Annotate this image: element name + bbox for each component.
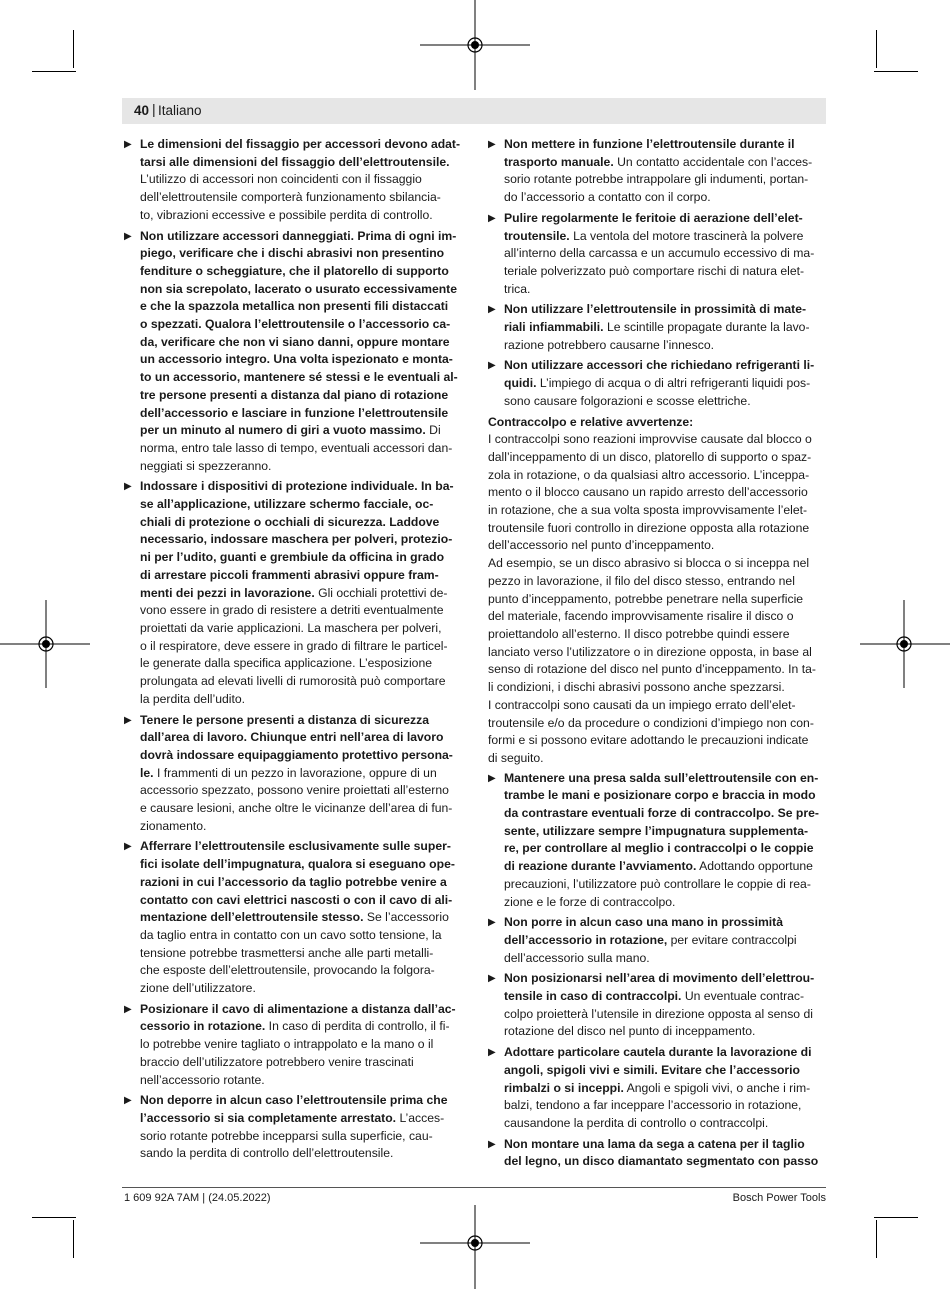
- bullet-arrow-icon: ▶: [488, 304, 496, 316]
- text-line: [140, 838, 460, 856]
- bold-text: trasporto manuale.: [504, 154, 614, 169]
- bold-text: angoli, spigoli vivi e simili. Evitare che l’accessorio: [504, 1062, 801, 1077]
- right-column-warnings: [488, 136, 826, 411]
- body-text: Adottando opportune: [696, 859, 813, 874]
- body-text: Angoli e spigoli vivi, o anche i rim-: [623, 1080, 811, 1095]
- text-line: [504, 950, 826, 968]
- text-line: li condizioni, i dischi abrasivi possono anche spezzarsi.: [488, 680, 785, 695]
- text-line: [504, 189, 826, 207]
- text-line: [504, 1080, 826, 1098]
- text-line: [140, 892, 460, 910]
- body-text: le generate dalla specifica applicazione. L’esposizione: [140, 656, 433, 671]
- bold-text: Tenere le persone presenti a distanza di sicurezza: [140, 712, 429, 727]
- text-line: [504, 805, 826, 823]
- text-line: [140, 496, 460, 514]
- body-text: L’acces-: [396, 1110, 445, 1125]
- text-line: [504, 228, 826, 246]
- text-line: [140, 440, 460, 458]
- bold-text: trambe le mani e posizionare corpo e braccia in modo: [504, 788, 816, 803]
- text-line: [140, 1001, 460, 1019]
- text-line: [140, 316, 460, 334]
- text-line: [504, 210, 826, 228]
- text-line: [140, 765, 460, 783]
- text-line: [140, 747, 460, 765]
- text-line: [504, 876, 826, 894]
- text-line: [504, 1023, 826, 1041]
- text-line: [140, 655, 460, 673]
- body-text: sorio rotante potrebbe intrappolare gli indumenti, portan-: [504, 172, 809, 187]
- left-column: [124, 136, 460, 1166]
- right-column: [488, 136, 826, 1174]
- body-text: sando la perdita di controllo dell’elettroutensile.: [140, 1146, 394, 1161]
- paragraph: [488, 697, 826, 768]
- bullet-arrow-icon: ▶: [488, 1138, 496, 1150]
- bold-text: per un minuto al numero di giri a vuoto massimo.: [140, 423, 426, 438]
- text-line: [140, 245, 460, 263]
- text-line: dall’inceppamento di un disco, platorello di supporto o spaz-: [488, 449, 812, 464]
- text-line: [504, 357, 826, 375]
- body-text: causandone la perdita di controllo o contraccolpi.: [504, 1115, 769, 1130]
- text-line: [140, 458, 460, 476]
- text-line: [504, 894, 826, 912]
- bold-text: riali infiammabili.: [504, 320, 604, 335]
- body-text: da taglio entra in contatto con un cavo sotto tensione, la: [140, 927, 442, 942]
- text-line: [140, 422, 460, 440]
- bold-text: le.: [140, 765, 154, 780]
- text-line: [140, 1054, 460, 1072]
- text-line: dell’accessorio nel punto d’inceppamento.: [488, 538, 715, 553]
- text-line: [504, 1153, 826, 1171]
- body-text: I frammenti di un pezzo in lavorazione, oppure di un: [153, 765, 437, 780]
- warning-item: [124, 136, 460, 225]
- bold-text: razioni in cui l’accessorio da taglio potrebbe venire a: [140, 874, 447, 889]
- text-line: [140, 228, 460, 246]
- body-text: colpo proietterà l’utensile in direzione opposta al senso di: [504, 1006, 813, 1021]
- bold-text: non sia screpolato, lacerato o usurato eccessivamente: [140, 281, 457, 296]
- body-text: lo potrebbe venire tagliato o intrappolato e la mano o il: [140, 1037, 434, 1052]
- body-text: Di: [425, 423, 441, 438]
- text-line: [140, 620, 460, 638]
- body-text: sono causare folgorazioni e scosse elettriche.: [504, 393, 751, 408]
- bold-text: Non posizionarsi nell’area di movimento dell’elettrou-: [504, 971, 815, 986]
- crop-mark: [876, 30, 877, 68]
- text-line: [140, 207, 460, 225]
- text-line: [504, 263, 826, 281]
- bold-text: ni per l’udito, guanti e grembiule da officina in grado: [140, 550, 445, 565]
- bold-text: necessario, indossare maschera per polveri, protezio-: [140, 532, 453, 547]
- bold-text: Non utilizzare accessori che richiedano refrigeranti li-: [504, 358, 815, 373]
- text-line: [140, 1018, 460, 1036]
- bullet-arrow-icon: ▶: [488, 1047, 496, 1059]
- body-text: o il respiratore, deve essere in grado di filtrare le particel-: [140, 638, 448, 653]
- body-text: La ventola del motore trascinerà la polvere: [569, 228, 804, 243]
- bold-text: Non mettere in funzione l’elettroutensile durante il: [504, 137, 795, 151]
- bullet-arrow-icon: ▶: [124, 139, 132, 150]
- bold-text: re, per controllare al meglio i contraccolpi o le coppie: [504, 841, 814, 856]
- body-text: all’interno della carcassa e un accumulo eccessivo di ma-: [504, 246, 815, 261]
- text-line: [140, 874, 460, 892]
- bold-text: Afferrare l’elettroutensile esclusivamente sulle super-: [140, 839, 451, 854]
- bold-text: Non porre in alcun caso una mano in prossimità: [504, 915, 784, 930]
- body-text: razione potrebbero causarne l’innesco.: [504, 337, 715, 352]
- text-line: I contraccolpi sono causati da un impiego errato dell’elet-: [488, 697, 796, 712]
- body-text: L’impiego di acqua o di altri refrigeranti liquidi pos-: [536, 376, 811, 391]
- bold-text: Indossare i dispositivi di protezione individuale. In ba-: [140, 479, 454, 494]
- bold-text: da, verificare che non vi siano danni, oppure montare: [140, 334, 450, 349]
- bold-text: menti dei pezzi in lavorazione.: [140, 585, 315, 600]
- text-line: [504, 393, 826, 411]
- body-text: la perdita dell’udito.: [140, 691, 246, 706]
- text-line: [140, 298, 460, 316]
- body-text: Un contatto accidentale con l’acces-: [613, 154, 813, 169]
- text-line: [140, 585, 460, 603]
- body-text: e causare lesioni, anche oltre le vicinanze dell’area di fun-: [140, 801, 453, 816]
- bullet-arrow-icon: ▶: [488, 917, 496, 929]
- bold-text: piego, verificare che i dischi abrasivi non presentino: [140, 246, 445, 261]
- text-line: [140, 782, 460, 800]
- text-line: [140, 909, 460, 927]
- warning-item: [488, 301, 826, 354]
- kickback-heading: Contraccolpo e relative avvertenze:: [488, 414, 694, 429]
- bold-text: quidi.: [504, 376, 537, 391]
- crop-mark: [876, 1220, 877, 1258]
- text-line: [504, 136, 826, 154]
- text-line: [140, 263, 460, 281]
- footer-rule: [122, 1187, 826, 1188]
- text-line: [504, 970, 826, 988]
- crop-mark: [874, 71, 918, 72]
- warning-item: [488, 914, 826, 967]
- text-line: [140, 567, 460, 585]
- body-text: dell’accessorio sulla mano.: [504, 950, 650, 965]
- header-language: Italiano: [158, 103, 202, 118]
- text-line: troutensile e/o da procedure o condizioni d’impiego non con-: [488, 715, 814, 730]
- bold-text: dall’area di lavoro. Chiunque entri nell’area di lavoro: [140, 730, 444, 745]
- text-line: di seguito.: [488, 750, 544, 765]
- body-text: che esposte dell’elettroutensile, provocando la folgora-: [140, 963, 435, 978]
- bold-text: sente, utilizzare sempre l’impugnatura supplementa-: [504, 823, 809, 838]
- bold-text: di arrestare piccoli frammenti abrasivi oppure fram-: [140, 567, 439, 582]
- text-line: [140, 1128, 460, 1146]
- text-line: [140, 602, 460, 620]
- bold-text: e che la spazzola metallica non presenti fili distaccati: [140, 299, 449, 314]
- text-line: [504, 1136, 826, 1154]
- text-line: I contraccolpi sono reazioni improvvise causate dal blocco o: [488, 432, 812, 447]
- text-line: [504, 858, 826, 876]
- bullet-arrow-icon: ▶: [124, 841, 132, 853]
- text-line: in rotazione, che a sua volta sposta improvvisamente l’elet-: [488, 503, 808, 518]
- text-line: [140, 927, 460, 945]
- text-line: [140, 1092, 460, 1110]
- text-line: [140, 531, 460, 549]
- text-line: [140, 1110, 460, 1128]
- registration-line: [474, 1205, 476, 1289]
- warning-item: [488, 1136, 826, 1171]
- body-text: sorio rotante potrebbe incepparsi sulla superficie, cau-: [140, 1128, 433, 1143]
- text-line: zola in rotazione, o da qualsiasi altro accessorio. L’inceppa-: [488, 467, 810, 482]
- warning-item: [488, 357, 826, 410]
- text-line: [140, 387, 460, 405]
- text-line: [140, 351, 460, 369]
- text-line: [504, 914, 826, 932]
- bold-text: Le dimensioni del fissaggio per accessori devono adat-: [140, 137, 461, 151]
- text-line: lanciato verso l’utilizzatore o in direzione opposta, in base al: [488, 644, 812, 659]
- bold-text: l’accessorio si sia completamente arrestato.: [140, 1110, 397, 1125]
- bold-text: fenditure o scheggiature, che il platorello di supporto: [140, 263, 449, 278]
- text-line: [140, 281, 460, 299]
- text-line: [140, 405, 460, 423]
- bold-text: del legno, un disco diamantato segmentato con passo: [504, 1154, 819, 1169]
- bullet-arrow-icon: ▶: [488, 212, 496, 224]
- bullet-arrow-icon: ▶: [124, 714, 132, 726]
- warning-item: [124, 1001, 460, 1090]
- warning-item: [124, 1092, 460, 1163]
- bold-text: Non utilizzare accessori danneggiati. Prima di ogni im-: [140, 228, 457, 243]
- bold-text: dell’accessorio e lasciare in funzione l’elettroutensile: [140, 405, 449, 420]
- bold-text: troutensile.: [504, 228, 570, 243]
- kickback-text: [488, 431, 826, 767]
- bullet-arrow-icon: ▶: [488, 139, 496, 150]
- bold-text: chiali di protezione o occhiali di sicurezza. Laddove: [140, 514, 440, 529]
- bold-text: tre persone presenti a distanza dal piano di rotazione: [140, 387, 449, 402]
- bold-text: se all’applicazione, utilizzare schermo facciale, oc-: [140, 497, 434, 512]
- text-line: proiettandolo all’esterno. Il disco potrebbe quindi essere: [488, 626, 790, 641]
- bullet-arrow-icon: ▶: [488, 772, 496, 784]
- body-text: norma, entro tale lasso di tempo, eventuali accessori dan-: [140, 440, 453, 455]
- body-text: accessorio spezzato, possono venire proiettati all’esterno: [140, 783, 449, 798]
- text-line: [504, 154, 826, 172]
- text-line: formi e si possono evitare adottando le precauzioni indicate: [488, 733, 809, 748]
- text-line: [504, 932, 826, 950]
- bold-text: dovrà indossare equipaggiamento protettivo persona-: [140, 747, 453, 762]
- body-text: teriale polverizzato può comportare rischi di natura elet-: [504, 263, 805, 278]
- bold-text: di reazione durante l’avviamento.: [504, 859, 697, 874]
- text-line: del materiale, facendo improvvisamente risalire il disco o: [488, 609, 794, 624]
- text-line: [504, 1115, 826, 1133]
- text-line: mento o il blocco causano un rapido arresto dell’accessorio: [488, 485, 808, 500]
- bold-text: cessorio in rotazione.: [140, 1019, 266, 1034]
- body-text: Gli occhiali protettivi de-: [314, 585, 448, 600]
- text-line: [504, 245, 826, 263]
- crop-mark: [73, 1220, 74, 1258]
- text-line: [504, 375, 826, 393]
- warning-item: [124, 478, 460, 708]
- text-line: [140, 712, 460, 730]
- text-line: troutensile fuori controllo in direzione opposta alla rotazione: [488, 520, 810, 535]
- body-text: proiettati da varie applicazioni. La maschera per polveri,: [140, 620, 442, 635]
- text-line: [140, 856, 460, 874]
- warning-item: [488, 970, 826, 1041]
- text-line: [140, 154, 460, 172]
- body-text: zione e le forze di contraccolpo.: [504, 894, 676, 909]
- bold-text: tarsi alle dimensioni del fissaggio dell’elettroutensile.: [140, 154, 450, 169]
- bold-text: Pulire regolarmente le feritoie di aerazione dell’elet-: [504, 210, 803, 225]
- text-line: [140, 171, 460, 189]
- body-text: trica.: [504, 281, 531, 296]
- body-text: prolungata ad elevati livelli di rumorosità può comportare: [140, 674, 446, 689]
- body-text: to, vibrazioni eccessive e possibile perdita di controllo.: [140, 207, 433, 222]
- text-line: [140, 1145, 460, 1163]
- body-text: per evitare contraccolpi: [667, 932, 797, 947]
- text-line: [504, 337, 826, 355]
- bold-text: Non montare una lama da sega a catena per il taglio: [504, 1136, 805, 1151]
- body-text: neggiati si spezzeranno.: [140, 458, 272, 473]
- text-line: [504, 319, 826, 337]
- text-line: [504, 1044, 826, 1062]
- crop-mark: [874, 1217, 918, 1218]
- text-line: [140, 1036, 460, 1054]
- crop-mark: [73, 30, 74, 68]
- body-text: Un eventuale contrac-: [681, 989, 805, 1004]
- bullet-arrow-icon: ▶: [488, 973, 496, 985]
- bullet-arrow-icon: ▶: [488, 360, 496, 372]
- body-text: precauzioni, l’utilizzatore può controllare le coppie di rea-: [504, 876, 811, 891]
- text-line: [140, 514, 460, 532]
- header-separator: |: [152, 101, 156, 117]
- body-text: dell’elettroutensile comporterà funzionamento sbilancia-: [140, 190, 441, 205]
- body-text: vono essere in grado di resistere a detriti eventualmente: [140, 603, 444, 618]
- body-text: rotazione del disco nel punto di inceppamento.: [504, 1024, 756, 1039]
- bullet-arrow-icon: ▶: [124, 481, 132, 493]
- text-line: punto d’inceppamento, potrebbe penetrare nella superficie: [488, 591, 804, 606]
- warning-item: [488, 136, 826, 207]
- text-line: [140, 673, 460, 691]
- bold-text: un accessorio integro. Una volta ispezionato e monta-: [140, 352, 453, 367]
- crop-mark: [32, 1217, 76, 1218]
- text-line: [504, 281, 826, 299]
- paragraph: [488, 431, 826, 555]
- warning-item: [124, 838, 460, 997]
- bold-text: fici isolate dell’impugnatura, qualora si eseguano ope-: [140, 857, 455, 872]
- bold-text: rimbalzi o si inceppi.: [504, 1080, 624, 1095]
- text-line: [140, 369, 460, 387]
- text-line: [504, 1006, 826, 1024]
- bullet-arrow-icon: ▶: [124, 230, 132, 242]
- text-line: [140, 638, 460, 656]
- warning-item: [488, 1044, 826, 1133]
- bold-text: to un accessorio, mantenere sé stessi e le eventuali al-: [140, 370, 458, 385]
- text-line: [504, 988, 826, 1006]
- footer-doc-number: 1 609 92A 7AM | (24.05.2022): [124, 1192, 271, 1204]
- text-line: [504, 171, 826, 189]
- body-text: L’utilizzo di accessori non coincidenti con il fissaggio: [140, 172, 422, 187]
- text-line: [504, 787, 826, 805]
- body-text: Le scintille propagate durante la lavo-: [603, 320, 810, 335]
- body-text: tensione potrebbe trasmettersi anche alle parti metalli-: [140, 945, 434, 960]
- text-line: pezzo in lavorazione, il filo del disco stesso, entrando nel: [488, 573, 795, 588]
- bold-text: Adottare particolare cautela durante la lavorazione di: [504, 1045, 812, 1060]
- right-column-kickback-warnings: [488, 770, 826, 1171]
- registration-line: [860, 643, 950, 645]
- bold-text: Posizionare il cavo di alimentazione a distanza dall’ac-: [140, 1001, 456, 1016]
- text-line: [140, 818, 460, 836]
- footer-brand: Bosch Power Tools: [732, 1192, 826, 1204]
- body-text: do l’accessorio a contatto con il corpo.: [504, 190, 711, 205]
- warning-item: [488, 770, 826, 912]
- text-line: [504, 1062, 826, 1080]
- bold-text: dell’accessorio in rotazione,: [504, 932, 668, 947]
- body-text: zionamento.: [140, 818, 207, 833]
- bullet-arrow-icon: ▶: [124, 1003, 132, 1015]
- text-line: [140, 478, 460, 496]
- bold-text: tensile in caso di contraccolpi.: [504, 989, 682, 1004]
- text-line: [140, 136, 459, 154]
- header-bar: [122, 98, 826, 124]
- text-line: [504, 770, 826, 788]
- body-text: nell’accessorio rotante.: [140, 1072, 265, 1087]
- body-text: balzi, tendono a far inceppare l’accessorio in rotazione,: [504, 1098, 802, 1113]
- text-line: [504, 301, 826, 319]
- bold-text: contatto con cavi elettrici nascosti o con il cavo di ali-: [140, 892, 453, 907]
- text-line: [504, 840, 826, 858]
- warning-item: [488, 210, 826, 299]
- text-line: [140, 729, 460, 747]
- body-text: In caso di perdita di controllo, il fi-: [265, 1019, 450, 1034]
- body-text: zione dell’utilizzatore.: [140, 981, 256, 996]
- page-number: 40: [134, 103, 150, 118]
- text-line: [140, 189, 460, 207]
- registration-line: [0, 643, 90, 645]
- bullet-arrow-icon: ▶: [124, 1095, 132, 1107]
- bold-text: da contrastare eventuali forze di contraccolpo. Se pre-: [504, 806, 819, 821]
- text-line: [140, 945, 460, 963]
- warning-item: [124, 228, 460, 476]
- bold-text: o spezzati. Qualora l’elettroutensile o l’accessorio ca-: [140, 317, 451, 332]
- text-line: Ad esempio, se un disco abrasivo si blocca o si inceppa nel: [488, 556, 810, 571]
- warning-item: [124, 712, 460, 836]
- bold-text: Non utilizzare l’elettroutensile in prossimità di mate-: [504, 302, 807, 317]
- text-line: [140, 962, 460, 980]
- bold-text: mentazione dell’elettroutensile stesso.: [140, 910, 364, 925]
- registration-line: [474, 0, 476, 90]
- text-line: [140, 800, 460, 818]
- text-line: [140, 334, 460, 352]
- text-line: [504, 823, 826, 841]
- body-text: braccio dell’utilizzatore potrebbero venire trascinati: [140, 1054, 414, 1069]
- text-line: [504, 1097, 826, 1115]
- bold-text: Mantenere una presa salda sull’elettroutensile con en-: [504, 770, 819, 785]
- text-line: [140, 1072, 460, 1090]
- text-line: [140, 980, 460, 998]
- crop-mark: [32, 71, 76, 72]
- body-text: Se l’accessorio: [363, 910, 449, 925]
- paragraph: [488, 555, 826, 697]
- bold-text: Non deporre in alcun caso l’elettroutensile prima che: [140, 1093, 448, 1108]
- text-line: senso di rotazione del disco nel punto d’inceppamento. In ta-: [488, 662, 816, 677]
- text-line: [140, 691, 460, 709]
- text-line: [140, 549, 460, 567]
